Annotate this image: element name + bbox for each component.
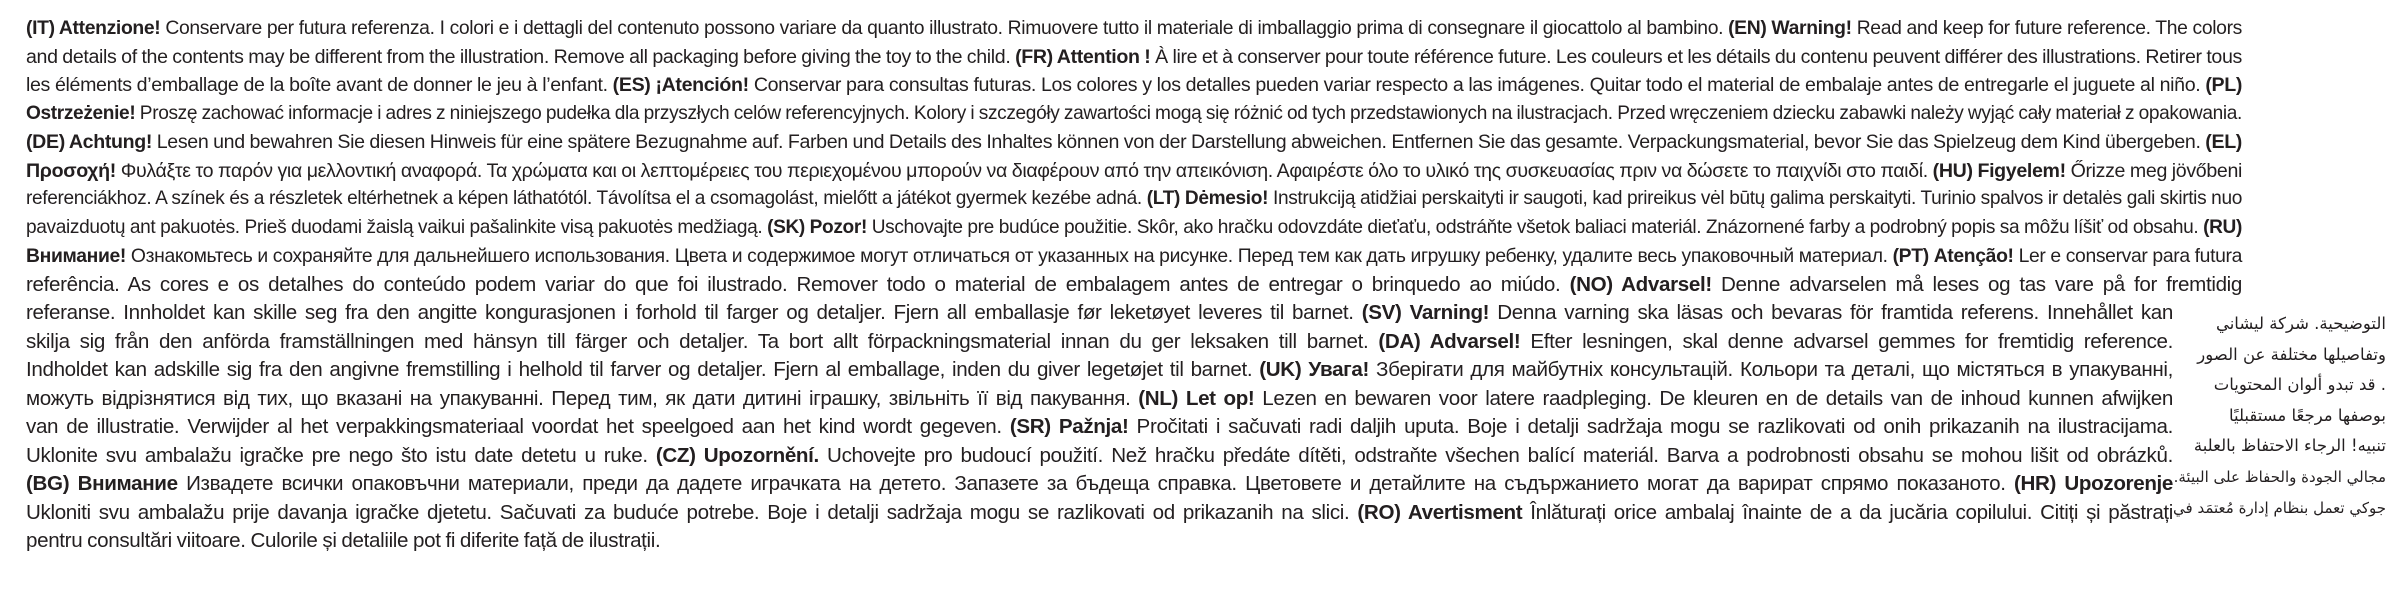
text-line xyxy=(26,499,2173,528)
warning-sentence: referanse. Innholdet kan skille seg fra den angitte kongurasjonen i forhold til farger og detaljer. Fjern all emballasje før leketøyet leveres til barnet. xyxy=(26,301,1362,324)
text-line xyxy=(26,242,2242,271)
language-heading: (LT) Dėmesio! xyxy=(1146,188,1269,209)
language-heading: (CZ) Upozornění. xyxy=(655,443,819,467)
text-line xyxy=(26,157,2242,186)
text-line xyxy=(26,71,2242,100)
language-heading: (UK) Увага! xyxy=(1259,358,1370,381)
warning-sentence: Conservar para consultas futuras. Los colores y los detalles pueden variar respecto a las imágenes. Quitar todo el material de embalaje antes de entregarle el juguete al niño. xyxy=(748,74,2206,96)
text-line xyxy=(26,527,2173,556)
arabic-text-line: . قد تبدو ألوان المحتويات xyxy=(2213,375,2386,395)
warning-sentence: referência. As cores e os detalhes do conteúdo podem variar do que foi ilustrado. Remover todo o material de embalagem antes de entregar o brinquedo ao miúdo. xyxy=(26,272,1570,296)
warning-sentence: Proszę zachować informacje i adres z niniejszego pudełka dla przyszłych celów referencyjnych. Kolory i szczegóły zawartości mogą się różnić od tych przedstawionych na ilustracjach. Przed wręczeniem dziecku zabawki należy wyjąć cały materiał z opakowania. xyxy=(135,102,2242,124)
language-heading: (ES) ¡Atención! xyxy=(612,74,749,96)
language-heading: (RU) xyxy=(2203,216,2242,238)
warning-sentence: Lezen en bewaren voor latere raadpleging. De kleuren en de details van de inhoud kunnen afwijken xyxy=(1254,386,2173,410)
warning-sentence: Зберігати для майбутніх консультацій. Кольори та деталі, що містяться в упакуванні, xyxy=(1369,358,2173,381)
language-heading: (EN) Warning! xyxy=(1728,17,1852,39)
warning-sentence: Ознакомьтесь и сохраняйте для дальнейшего использования. Цвета и содержимое могут отличаться от указанных на рисунке. Перед тем как дать игрушку ребенку, удалите весь упаковочный материал. xyxy=(125,245,1893,267)
warning-sentence: Read and keep for future reference. The colors xyxy=(1851,17,2242,39)
arabic-text-line: تنبيه! الرجاء الاحتفاظ بالعلبة xyxy=(2193,436,2386,456)
warning-sentence: Uchovejte pro budoucí použití. Než hračku předáte dítěti, odstraňte všechen balící materiál. Barva a podrobnosti obsahu se mohou lišit od obrázků. xyxy=(818,443,2173,467)
warning-sentence: Ukloniti svu ambalažu prije davanja igračke djetetu. Sačuvati za buduće potrebe. Boje i detalji sadržaja mogu se razlikovati od prikazanih na slici. xyxy=(26,500,1358,524)
warning-sentence: À lire et à conserver pour toute référence future. Les couleurs et les détails du contenu peuvent différer des illustrations. Retirer tous xyxy=(1150,45,2242,68)
language-heading: (SV) Varning! xyxy=(1361,301,1490,324)
language-heading: (HR) Upozorenje xyxy=(2013,472,2174,495)
warning-sentence: Uschovajte pre budúce použitie. Skôr, ako hračku odovzdáte dieťaťu, odstráňte všetok baliaci materiál. Znázornené farby a podrobný popis sa môžu líšiť od obsahu. xyxy=(866,216,2204,238)
language-heading: (RO) Avertisment xyxy=(1357,500,1523,524)
arabic-warning-column xyxy=(2171,309,2386,587)
language-heading: (SR) Pažnja! xyxy=(1009,415,1129,438)
language-heading: Ostrzeżenie! xyxy=(26,102,136,124)
language-heading: Προσοχή! xyxy=(26,159,116,182)
text-line xyxy=(26,470,2173,499)
language-heading: (DA) Advarsel! xyxy=(1378,329,1521,353)
arabic-text-line: وتفاصيلها مختلفة عن الصور xyxy=(2197,344,2386,364)
language-heading: (NL) Let op! xyxy=(1138,386,1255,410)
warning-sentence: Instrukciją atidžiai perskaityti ir saugoti, kad prireikus vėl būtų galima perskaityti. Turinio spalvos ir detalės gali skirtis nuo xyxy=(1268,188,2242,209)
text-line xyxy=(26,100,2242,129)
lower-section xyxy=(26,299,2386,589)
text-line xyxy=(26,14,2242,43)
text-line xyxy=(26,271,2242,300)
text-line xyxy=(26,328,2173,357)
warning-sentence: Efter lesningen, skal denne advarsel gemmes for fremtidig reference. xyxy=(1520,329,2173,353)
text-line xyxy=(26,385,2173,414)
arabic-text-line: مجالي الجودة والحفاظ على البيئة. xyxy=(2173,467,2386,486)
text-line xyxy=(26,43,2242,72)
warning-sentence: Pročitati i sačuvati radi daljih uputa. Boje i detalji sadržaja mogu se razlikovati od onih prikazanih na ilustracijama. xyxy=(1128,415,2173,438)
language-heading: (PL) xyxy=(2205,74,2243,96)
language-heading: (FR) Attention ! xyxy=(1015,45,1151,68)
multilingual-warning-text xyxy=(26,14,2242,299)
language-heading: (NO) Advarsel! xyxy=(1569,272,1712,296)
warning-sentence: pentru consultări viitoare. Culorile și detaliile pot fi diferite față de ilustrații. xyxy=(26,529,661,552)
warning-sentence: Φυλάξτε το παρόν για μελλοντική αναφορά. Τα χρώματα και οι λεπτομέρειες του περιεχομένου μπορούν να διαφέρουν από την απεικόνιση. Αφαιρέστε όλο το υλικό της συσκευασίας πριν να δώσετε το παιχνίδι στο παιδί. xyxy=(115,159,1933,182)
warning-sentence: Denne advarselen må leses og tas vare på for fremtidig xyxy=(1711,272,2242,296)
language-heading: (PT) Atenção! xyxy=(1892,245,2014,267)
text-line xyxy=(26,185,2242,214)
warning-sentence: Извадете всички опаковъчни материали, преди да дадете играчката на детето. Запазете за бъдеща справка. Цветовете и детайлите на съдържанието могат да варират спрямо показаното. xyxy=(177,472,2014,495)
warning-sentence: Uklonite svu ambalažu igračke pre nego što istu date detetu u ruke. xyxy=(26,443,656,467)
language-heading: (HU) Figyelem! xyxy=(1932,159,2066,182)
language-heading: Внимание! xyxy=(26,245,126,267)
warning-sentence: Lesen und bewahren Sie diesen Hinweis für eine spätere Bezugnahme auf. Farben und Details des Inhaltes können von der Darstellung abweichen. Entfernen Sie das gesamte. Verpackungsmaterial, bevor Sie das Spielzeug dem Kind übergeben. xyxy=(152,131,2206,153)
warning-sentence: van de illustratie. Verwijder al het verpakkingsmateriaal voordat het speelgoed aan het kind wordt gegeven. xyxy=(26,415,1010,438)
warning-sentence: Conservare per futura referenza. I colori e i dettagli del contenuto possono variare da quanto illustrato. Rimuovere tutto il materiale di imballaggio prima di consegnare il giocattolo al bambino. xyxy=(160,17,1729,39)
language-heading: (IT) Attenzione! xyxy=(26,17,161,39)
warning-sentence: pavaizduotų ant pakuotės. Prieš duodami žaislą vaikui pašalinkite visą pakuotės medžiagą. xyxy=(26,216,768,238)
arabic-text-line: بوصفها مرجعًا مستقبليًا xyxy=(2228,405,2386,425)
warning-sentence: referenciákhoz. A színek és a részletek eltérhetnek a képen láthatótól. Távolítsa el a csomagolást, mielőtt a játékot gyermek kezébe adná. xyxy=(26,188,1147,209)
warning-sentence: Indholdet kan adskille sig fra den angivne fremstilling i helhold til farver og detaljer. Fjern al emballage, inden du giver legetøjet til barnet. xyxy=(26,358,1260,381)
warning-sentence: Ler e conservar para futura xyxy=(2013,245,2242,267)
arabic-text-line: جوكي تعمل بنظام إدارة مُعتمَد في xyxy=(2173,498,2386,517)
arabic-text-line: التوضيحية. شركة ليشاني xyxy=(2215,314,2386,333)
warning-sentence: Őrizze meg jövőbeni xyxy=(2065,159,2242,182)
warning-sentence: les éléments d’emballage de la boîte avant de donner le jeu à l’enfant. xyxy=(26,74,613,96)
text-line xyxy=(26,128,2242,157)
warning-sentence: можуть відрізнятися від тих, що вказані на упакуванні. Перед тим, як дати дитині іграшку, звільніть її від пакування. xyxy=(26,386,1139,410)
text-line xyxy=(26,214,2242,243)
language-heading: (BG) Внимание xyxy=(26,472,178,495)
multilingual-warning-text-continued xyxy=(26,299,2173,556)
text-line xyxy=(26,299,2173,328)
text-line xyxy=(26,413,2173,442)
language-heading: (SK) Pozor! xyxy=(767,216,867,238)
warning-sentence: and details of the contents may be different from the illustration. Remove all packaging before giving the toy to the child. xyxy=(26,45,1016,68)
text-line xyxy=(26,442,2173,471)
warning-sentence: skilja sig från den anförda framställningen med hänsyn till färger och detaljer. Ta bort allt förpackningsmaterial innan du ger leksaken till barnet. xyxy=(26,329,1379,353)
text-line xyxy=(26,356,2173,385)
warning-sentence: Denna varning ska läsas och bevaras för framtida referens. Innehållet kan xyxy=(1489,301,2173,324)
language-heading: (EL) xyxy=(2205,131,2242,153)
warning-sentence: Înlăturați orice ambalaj înainte de a da jucăria copilului. Citiți și păstrați xyxy=(1522,500,2174,524)
language-heading: (DE) Achtung! xyxy=(26,131,153,153)
